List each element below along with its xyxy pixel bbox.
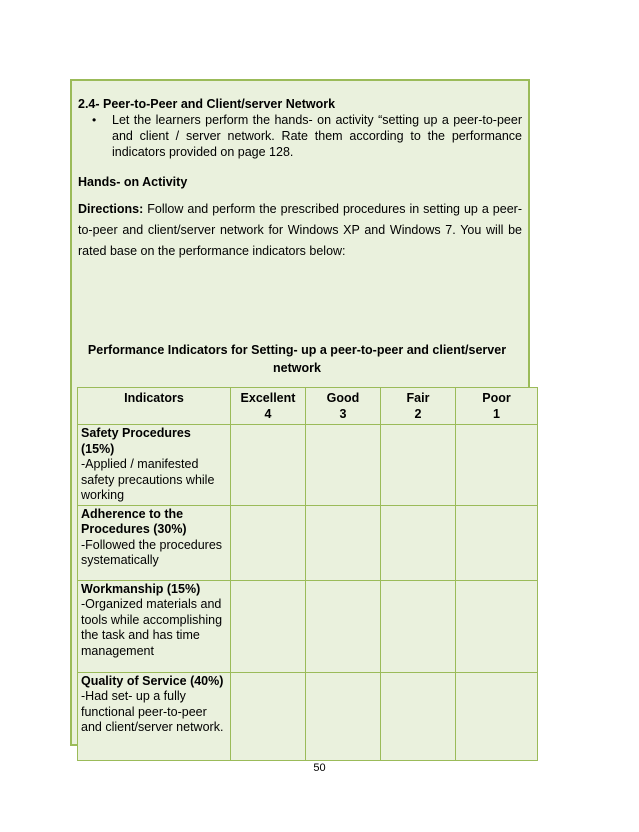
score-cell bbox=[306, 672, 381, 760]
score-cell bbox=[306, 425, 381, 506]
score-cell bbox=[381, 580, 456, 672]
criterion-cell bbox=[78, 580, 231, 672]
criterion-name: Adherence to the Procedures (30%) bbox=[81, 506, 187, 536]
performance-title bbox=[82, 341, 512, 377]
activity-box bbox=[70, 79, 530, 746]
directions-text: Follow and perform the prescribed procedures in setting up a peer-to-peer and client/server network for Windows XP and Windows 7. You will be rated base on the performance indicators below: bbox=[78, 202, 522, 258]
table-row bbox=[78, 425, 538, 506]
score-cell bbox=[306, 580, 381, 672]
criterion-desc: -Had set- up a fully functional peer-to-peer and client/server network. bbox=[81, 689, 224, 734]
table-row bbox=[78, 580, 538, 672]
criterion-name: Safety Procedures (15%) bbox=[81, 426, 191, 456]
score-cell bbox=[456, 580, 538, 672]
score-cell bbox=[306, 505, 381, 580]
directions-paragraph bbox=[78, 199, 522, 262]
score-cell bbox=[231, 425, 306, 506]
score-cell bbox=[381, 672, 456, 760]
bullet-icon: • bbox=[92, 113, 97, 127]
criterion-name: Quality of Service (40%) bbox=[81, 673, 224, 688]
criterion-desc: -Followed the procedures systematically bbox=[81, 537, 223, 567]
score-cell bbox=[231, 580, 306, 672]
header-poor: Poor 1 bbox=[456, 388, 538, 425]
criterion-name: Workmanship (15%) bbox=[81, 581, 201, 596]
table-row bbox=[78, 505, 538, 580]
rubric-header-row bbox=[78, 388, 538, 425]
bullet-text: Let the learners perform the hands- on activity “setting up a peer-to-peer and client / server network. Rate them according to the performance indicators provided on page 128. bbox=[112, 113, 522, 159]
header-excellent: Excellent 4 bbox=[231, 388, 306, 425]
score-cell bbox=[381, 505, 456, 580]
score-cell bbox=[456, 672, 538, 760]
score-cell bbox=[231, 672, 306, 760]
header-fair: Fair 2 bbox=[381, 388, 456, 425]
score-cell bbox=[231, 505, 306, 580]
table-row bbox=[78, 672, 538, 760]
criterion-cell bbox=[78, 425, 231, 506]
score-cell bbox=[381, 425, 456, 506]
score-cell bbox=[456, 505, 538, 580]
activity-content bbox=[78, 96, 522, 262]
section-title: 2.4- Peer-to-Peer and Client/server Network bbox=[78, 97, 336, 111]
criterion-cell bbox=[78, 505, 231, 580]
rubric-table bbox=[77, 387, 538, 761]
header-indicators: Indicators bbox=[78, 388, 231, 425]
bullet-item bbox=[92, 112, 522, 160]
performance-title-line1: Performance Indicators for Setting- up a peer-to-peer and client/server bbox=[87, 343, 507, 357]
directions-label: Directions: bbox=[78, 202, 144, 216]
criterion-desc: -Organized materials and tools while accomplishing the task and has time management bbox=[81, 597, 223, 658]
criterion-cell bbox=[78, 672, 231, 760]
criterion-desc: -Applied / manifested safety precautions while working bbox=[81, 457, 215, 502]
score-cell bbox=[456, 425, 538, 506]
performance-title-line2: network bbox=[273, 361, 321, 375]
page-number: 50 bbox=[313, 762, 326, 774]
header-good: Good 3 bbox=[306, 388, 381, 425]
hands-on-title: Hands- on Activity bbox=[78, 175, 188, 189]
